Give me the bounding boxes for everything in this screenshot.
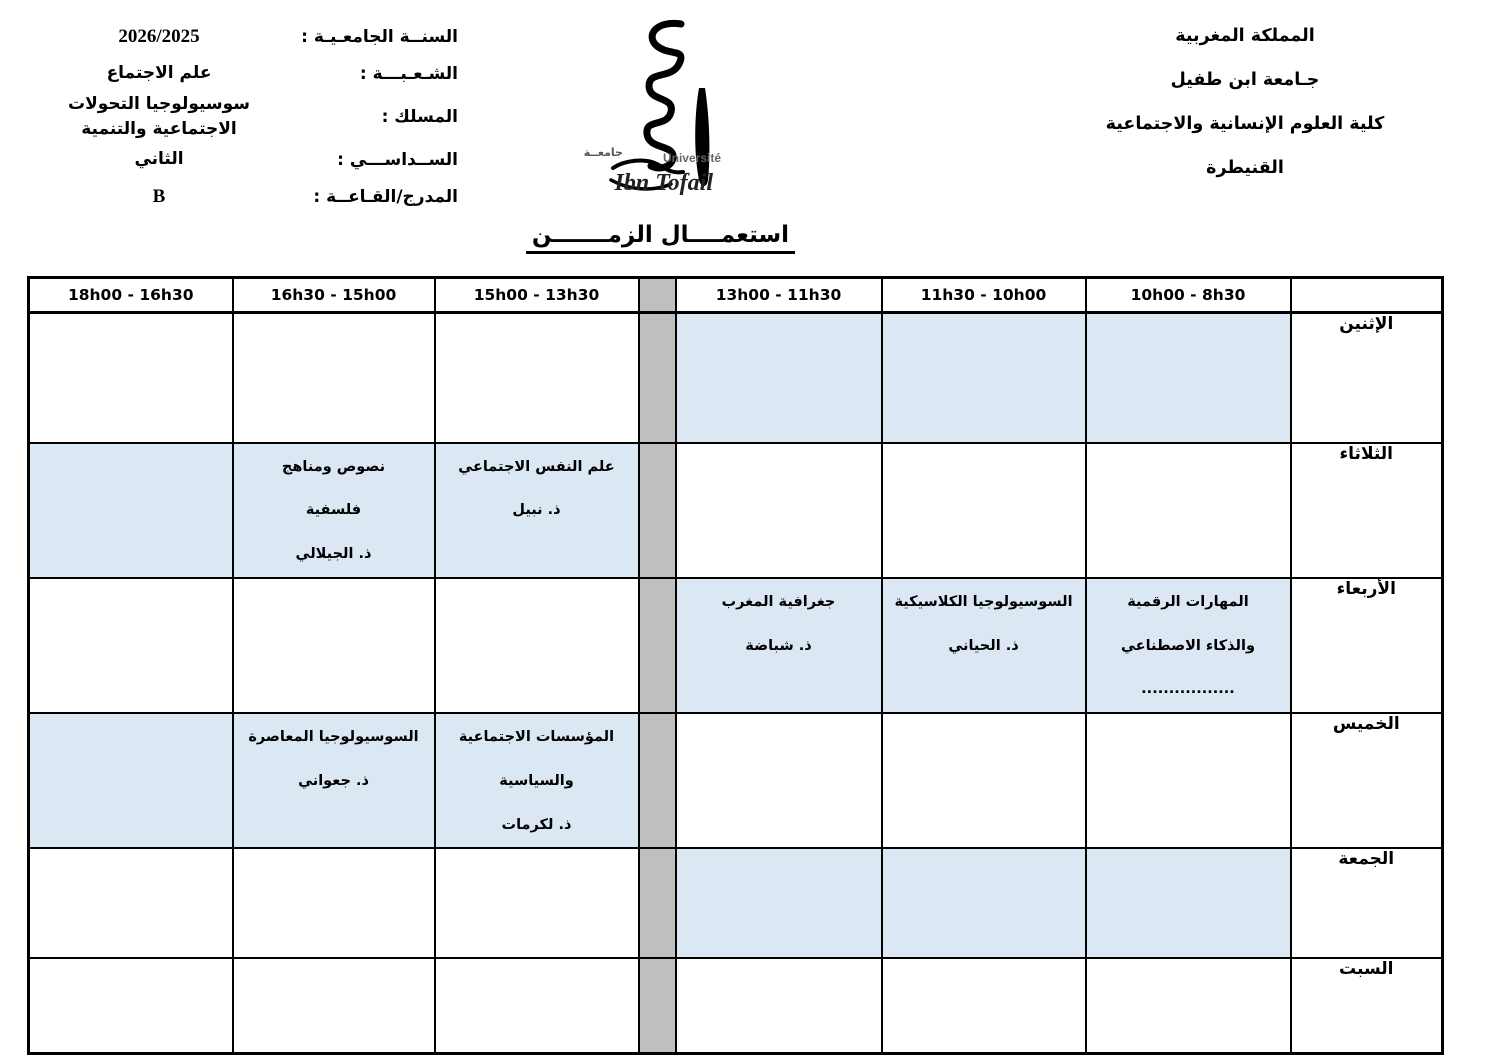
cell-الإثنين-afternoon-2	[29, 313, 233, 443]
course-title-line: نصوص ومناهج	[281, 458, 386, 475]
info-label: الشـعـبـــة :	[359, 63, 458, 84]
info-value: B	[152, 186, 166, 207]
course-title-line: علم النفس الاجتماعي	[458, 458, 615, 475]
info-value: 2026/2025	[118, 25, 200, 47]
info-row-4	[28, 178, 458, 215]
institution-line-2: كلية العلوم الإنسانية والاجتماعية	[1105, 114, 1385, 134]
institution-line-1: جـامعة ابن طفيل	[1170, 70, 1320, 90]
time-slot-header-afternoon-0: 15h00 - 13h30	[435, 278, 639, 313]
timetable-row-2	[29, 578, 1443, 713]
info-value: سوسيولوجيا التحولات الاجتماعية والتنمية	[67, 94, 251, 139]
cell-الإثنين-afternoon-0	[435, 313, 639, 443]
course-title-line: السوسيولوجيا الكلاسيكية	[894, 593, 1073, 610]
cell-الإثنين-morning-2	[676, 313, 882, 443]
institution-line-0: المملكة المغربية	[1175, 26, 1315, 46]
timetable-row-1	[29, 443, 1443, 578]
time-slot-header-afternoon-1: 16h30 - 15h00	[233, 278, 435, 313]
day-column-header	[1291, 278, 1443, 313]
cell-الجمعة-morning-2	[676, 848, 882, 958]
course-teacher: .................	[1141, 681, 1235, 698]
cell-الإثنين-afternoon-1	[233, 313, 435, 443]
timetable	[27, 276, 1444, 1055]
cell-الخميس-morning-0	[1086, 713, 1291, 848]
cell-الخميس-morning-2	[676, 713, 882, 848]
cell-الثلاثاء-afternoon-1	[233, 443, 435, 578]
cell-الجمعة-morning-1	[882, 848, 1086, 958]
course-title-line: والسياسية	[499, 772, 574, 789]
timetable-row-0	[29, 313, 1443, 443]
info-label: الســداســـي :	[337, 149, 458, 170]
break-separator-cell	[639, 443, 676, 578]
document-info-block	[28, 18, 458, 215]
course-title-line: جغرافية المغرب	[721, 593, 836, 610]
course-teacher: ذ. شباضة	[745, 637, 812, 654]
cell-الأربعاء-afternoon-2	[29, 578, 233, 713]
day-label-2: الأربعاء	[1291, 578, 1443, 713]
cell-الجمعة-afternoon-0	[435, 848, 639, 958]
info-label: السنــة الجامعـيـة :	[301, 26, 458, 47]
cell-الخميس-afternoon-1	[233, 713, 435, 848]
info-row-0	[28, 18, 458, 55]
cell-الثلاثاء-morning-1	[882, 443, 1086, 578]
time-slot-header-morning-1: 11h30 - 10h00	[882, 278, 1086, 313]
cell-السبت-afternoon-1	[233, 958, 435, 1053]
cell-الأربعاء-morning-2	[676, 578, 882, 713]
time-slot-header-morning-0: 10h00 - 8h30	[1086, 278, 1291, 313]
cell-الأربعاء-afternoon-0	[435, 578, 639, 713]
cell-الإثنين-morning-1	[882, 313, 1086, 443]
course-title-line: المؤسسات الاجتماعية	[458, 729, 615, 745]
course-title-line: السوسيولوجيا المعاصرة	[248, 729, 419, 745]
info-value: الثاني	[134, 149, 184, 170]
timetable-row-4	[29, 848, 1443, 958]
cell-الثلاثاء-morning-0	[1086, 443, 1291, 578]
cell-الثلاثاء-afternoon-2	[29, 443, 233, 578]
logo-arabic-text: جامعــة	[583, 146, 623, 159]
cell-السبت-morning-2	[676, 958, 882, 1053]
timetable-row-5	[29, 958, 1443, 1053]
info-row-1	[28, 55, 458, 92]
title-wrap	[468, 222, 853, 254]
course-teacher: ذ. لكرمات	[501, 816, 572, 833]
break-separator-cell	[639, 713, 676, 848]
info-label: المسلك :	[381, 106, 458, 127]
course-teacher: ذ. نبيل	[512, 502, 561, 519]
day-label-0: الإثنين	[1291, 313, 1443, 443]
day-label-5: السبت	[1291, 958, 1443, 1053]
info-label: المدرج/القـاعــة :	[313, 186, 458, 207]
day-label-1: الثلاثاء	[1291, 443, 1443, 578]
course-title-line: فلسفية	[305, 502, 362, 519]
cell-الخميس-afternoon-2	[29, 713, 233, 848]
cell-السبت-afternoon-0	[435, 958, 639, 1053]
logo-text-ibn-tofail: Ibn Tofail	[614, 170, 713, 196]
cell-الجمعة-afternoon-1	[233, 848, 435, 958]
course-teacher: ذ. الحياني	[948, 637, 1019, 654]
cell-السبت-morning-1	[882, 958, 1086, 1053]
info-value: علم الاجتماع	[106, 63, 212, 84]
institution-block	[1015, 14, 1475, 190]
break-separator-header	[639, 278, 676, 313]
page-title: استعمــــال الزمـــــــن	[526, 222, 795, 254]
cell-الجمعة-afternoon-2	[29, 848, 233, 958]
cell-الجمعة-morning-0	[1086, 848, 1291, 958]
info-row-2	[28, 92, 458, 141]
course-title-line: المهارات الرقمية	[1127, 593, 1249, 610]
cell-الخميس-morning-1	[882, 713, 1086, 848]
info-row-3	[28, 141, 458, 178]
course-teacher: ذ. الجيلالي	[295, 546, 372, 562]
course-teacher: ذ. جعواني	[298, 772, 369, 789]
cell-السبت-morning-0	[1086, 958, 1291, 1053]
time-slot-header-afternoon-2: 18h00 - 16h30	[29, 278, 233, 313]
institution-line-3: القنيطرة	[1206, 158, 1284, 178]
break-separator-cell	[639, 848, 676, 958]
cell-السبت-afternoon-2	[29, 958, 233, 1053]
cell-الأربعاء-morning-1	[882, 578, 1086, 713]
cell-الثلاثاء-afternoon-0	[435, 443, 639, 578]
university-logo	[553, 10, 828, 220]
break-separator-cell	[639, 313, 676, 443]
day-label-3: الخميس	[1291, 713, 1443, 848]
day-label-4: الجمعة	[1291, 848, 1443, 958]
break-separator-cell	[639, 578, 676, 713]
timetable-row-3	[29, 713, 1443, 848]
cell-الأربعاء-morning-0	[1086, 578, 1291, 713]
logo-text-universite: Université	[662, 151, 721, 165]
time-slot-header-morning-2: 13h00 - 11h30	[676, 278, 882, 313]
cell-الأربعاء-afternoon-1	[233, 578, 435, 713]
break-separator-cell	[639, 958, 676, 1053]
cell-الثلاثاء-morning-2	[676, 443, 882, 578]
course-title-line: والذكاء الاصطناعي	[1121, 637, 1255, 654]
cell-الإثنين-morning-0	[1086, 313, 1291, 443]
cell-الخميس-afternoon-0	[435, 713, 639, 848]
